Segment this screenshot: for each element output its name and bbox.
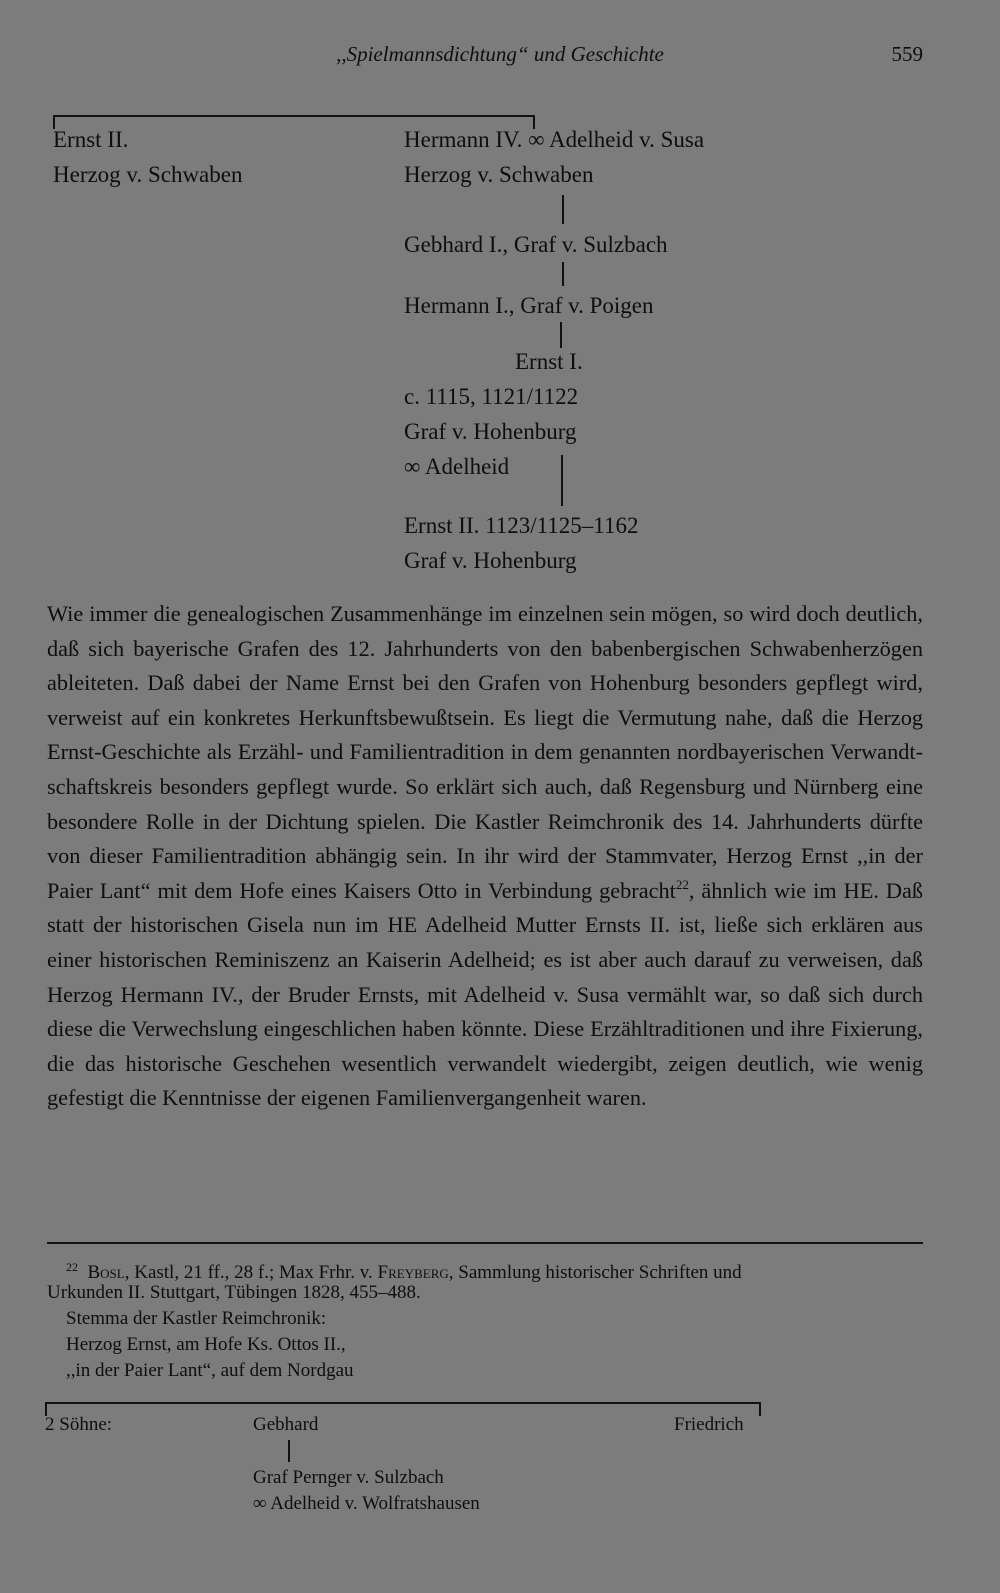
stemma-connector xyxy=(562,262,564,286)
running-title: ,,Spielmannsdichtung“ und Geschichte xyxy=(336,42,664,66)
footnote-line-5: ,,in der Paier Lant“, auf dem Nordgau xyxy=(66,1360,354,1381)
footnote-text: , Kastl, 21 ff., 28 f.; Max Frhr. v. xyxy=(124,1262,378,1283)
stemma-gen3-title: Graf v. Hohenburg xyxy=(404,419,577,444)
stemma2-son-gebhard: Gebhard xyxy=(253,1414,319,1435)
footnote-author-freyberg: Freyberg xyxy=(377,1262,449,1283)
stemma-bracket xyxy=(53,115,535,117)
stemma-right-name: Hermann IV. ∞ Adelheid v. Susa xyxy=(404,127,705,152)
stemma-gen3-dates: c. 1115, 1121/1122 xyxy=(404,384,579,409)
stemma-connector xyxy=(562,195,564,224)
footnote-text: , Sammlung historischer Schriften und xyxy=(448,1262,742,1283)
body-text-part2: , ähnlich wie im HE. Daß statt der historischen Gisela nun im HE Adelheid Mutter Ernsts II. ist, ließe sich erklären aus einer historischen Reminiszenz an Kaiserin Adelheid; es ist aber auch darauf zu verweisen, daß Herzog Hermann IV., der Bruder Ernsts, mit Adelheid v. Susa vermählt war, so daß sich durch diese die Verwechslung eingeschlichen haben könnte. Diese Erzähltraditionen und ihre Fixierung, die das historische Geschehen wesentlich verwandelt wiedergibt, zeigen deutlich, wie wenig gefestigt die Kenntnisse der eigenen Familienvergangenheit waren. xyxy=(47,877,924,1111)
stemma-connector xyxy=(561,455,563,506)
body-text-part1: Wie immer die genealogischen Zusammenhänge im einzelnen sein mögen, so wird doch deutlich, daß sich bayerische Grafen des 12. Jahrhunderts von den babenbergischen Schwabenherzögen ableiteten. Daß dabei der Name Ernst bei den Grafen von Hohenburg besonders gepflegt wird, verweist auf ein konkretes Herkunftsbewußtsein. Es liegt die Vermutung nahe, daß die Herzog Ernst-Geschichte als Erzähl- und Familientradition in dem genannten nordbayerischen Verwandtschaftskreis besonders gepflegt wurde. So erklärt sich auch, daß Regensburg und Nürnberg eine besondere Rolle in der Dichtung spielen. Die Kastler Reimchronik des 14. Jahrhunderts dürfte von dieser Familientradition abhängig sein. In ihr wird der Stammvater, Herzog Ernst ,,in der Paier Lant“ mit dem Hofe eines Kaisers Otto in Verbindung gebracht xyxy=(47,601,923,903)
stemma2-bracket-right xyxy=(759,1402,761,1416)
footnote-author-bosl: Bosl xyxy=(87,1262,125,1283)
stemma2-son-friedrich: Friedrich xyxy=(674,1414,744,1435)
body-paragraph xyxy=(47,597,923,1116)
footnote-number: 22 xyxy=(66,1260,78,1274)
stemma-gen4-name: Ernst II. 1123/1125–1162 xyxy=(404,513,639,538)
stemma-left-title: Herzog v. Schwaben xyxy=(53,162,243,187)
page-number: 559 xyxy=(891,42,923,66)
stemma2-bracket xyxy=(45,1402,761,1404)
stemma-gen4-title: Graf v. Hohenburg xyxy=(404,548,577,573)
stemma-right-title: Herzog v. Schwaben xyxy=(404,162,594,187)
footnote-reference[interactable]: 22 xyxy=(675,876,689,892)
stemma-gen3-name: Ernst I. xyxy=(515,349,583,374)
stemma2-sons-label: 2 Söhne: xyxy=(45,1414,113,1435)
stemma2-descendant: Graf Pernger v. Sulzbach xyxy=(253,1467,444,1488)
stemma2-spouse: ∞ Adelheid v. Wolfratshausen xyxy=(253,1493,480,1514)
footnote-line-3: Stemma der Kastler Reimchronik: xyxy=(66,1308,327,1329)
stemma-connector xyxy=(560,322,562,348)
stemma-gen2: Hermann I., Graf v. Poigen xyxy=(404,293,654,318)
footnote-line-4: Herzog Ernst, am Hofe Ks. Ottos II., xyxy=(66,1334,346,1355)
stemma2-connector xyxy=(288,1440,290,1462)
stemma-left-name: Ernst II. xyxy=(53,127,129,152)
footnote-line-2: Urkunden II. Stuttgart, Tübingen 1828, 455–488. xyxy=(47,1282,421,1303)
stemma-gen3-spouse: ∞ Adelheid xyxy=(404,454,510,479)
footnote-rule xyxy=(47,1242,923,1244)
stemma-gen1: Gebhard I., Graf v. Sulzbach xyxy=(404,232,668,257)
